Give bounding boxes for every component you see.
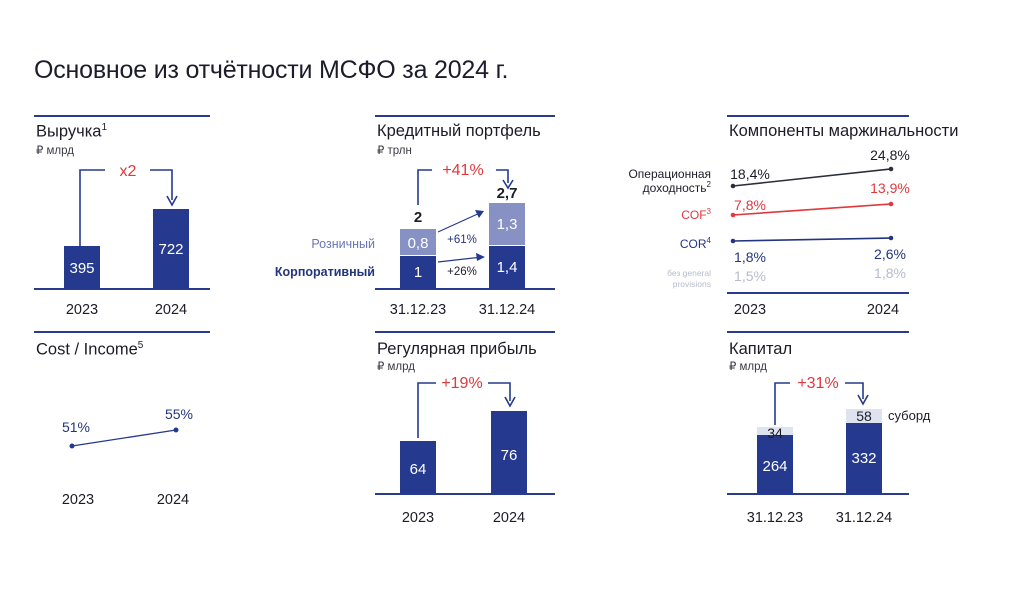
credit-corp-2023-value: 1 <box>413 264 423 281</box>
profit-change-label: +19% <box>441 375 483 392</box>
margin-legend-nogp-line1: без general <box>667 268 711 278</box>
margin-legend-cor: COR$^4$ <box>679 236 711 251</box>
credit-retail-growth-label: +61% <box>447 234 477 246</box>
credit-retail-2024-value: 1,3 <box>496 216 518 233</box>
cost-income-label-2024: 55% <box>164 406 194 422</box>
cost-income-xtick-2023: 2023 <box>61 492 95 508</box>
margin-opyield-label-2024: 24,8% <box>870 147 910 163</box>
margin-cof-label-2023: 7,8% <box>734 197 766 213</box>
credit-xtick-2023: 31.12.23 <box>389 302 447 318</box>
capital-xtick-2023: 31.12.23 <box>746 510 804 526</box>
revenue-unit: ₽ млрд <box>36 145 74 157</box>
revenue-value-2023: 395 <box>69 260 95 277</box>
credit-corp-growth-label: +26% <box>447 266 477 278</box>
capital-subord-legend: суборд <box>888 408 931 423</box>
capital-title: Капитал <box>729 340 793 358</box>
cost-income-title: Cost / Income$^5$ <box>36 340 144 359</box>
capital-main-2024-value: 332 <box>851 450 877 467</box>
capital-unit: ₽ млрд <box>729 361 767 373</box>
capital-main-2023-value: 264 <box>762 458 788 475</box>
revenue-title: Выручка$^1$ <box>36 122 108 141</box>
margin-opyield-label-2023: 18,4% <box>730 166 770 182</box>
revenue-change-label: x2 <box>119 163 137 180</box>
credit-title: Кредитный портфель <box>377 122 541 140</box>
credit-xtick-2024: 31.12.24 <box>478 302 536 318</box>
profit-xtick-2023: 2023 <box>401 510 435 526</box>
profit-unit: ₽ млрд <box>377 361 415 373</box>
credit-unit: ₽ трлн <box>377 145 412 157</box>
margin-cof-label-2024: 13,9% <box>870 180 910 196</box>
margin-title: Компоненты маржинальности <box>729 122 959 140</box>
margin-nogp-label-2024: 1,8% <box>874 265 906 281</box>
revenue-value-2024: 722 <box>158 241 184 258</box>
capital-xtick-2024: 31.12.24 <box>835 510 893 526</box>
margin-cor-label-2023: 1,8% <box>734 249 766 265</box>
revenue-xtick-2024: 2024 <box>154 302 188 318</box>
credit-total-2024: 2,7 <box>496 185 518 202</box>
margin-legend-opyield-line2: доходность$^2$ <box>642 180 711 195</box>
credit-legend-corp: Корпоративный <box>274 265 375 279</box>
profit-value-2024: 76 <box>500 447 518 464</box>
margin-legend-cof: COF$^3$ <box>681 207 711 222</box>
credit-retail-2023-value: 0,8 <box>407 235 429 252</box>
cost-income-label-2023: 51% <box>61 419 91 435</box>
margin-legend-opyield-line1: Операционная <box>628 167 711 181</box>
profit-xtick-2024: 2024 <box>492 510 526 526</box>
page-title: Основное из отчётности МСФО за 2024 г. <box>34 56 509 84</box>
capital-subord-2023-value: 34 <box>767 425 783 441</box>
capital-subord-2024-value: 58 <box>856 408 872 424</box>
margin-cor-label-2024: 2,6% <box>874 246 906 262</box>
credit-legend-retail: Розничный <box>311 237 375 251</box>
credit-change-label: +41% <box>442 162 484 179</box>
capital-change-label: +31% <box>797 375 839 392</box>
margin-nogp-label-2023: 1,5% <box>734 268 766 284</box>
credit-corp-2024-value: 1,4 <box>496 259 518 276</box>
margin-legend-nogp-line2: provisions <box>672 279 711 289</box>
profit-value-2023: 64 <box>409 461 427 478</box>
cost-income-xtick-2024: 2024 <box>156 492 190 508</box>
credit-total-2023: 2 <box>413 209 423 226</box>
revenue-xtick-2023: 2023 <box>65 302 99 318</box>
profit-title: Регулярная прибыль <box>377 340 537 358</box>
margin-xtick-2023: 2023 <box>733 302 767 318</box>
margin-xtick-2024: 2024 <box>866 302 900 318</box>
